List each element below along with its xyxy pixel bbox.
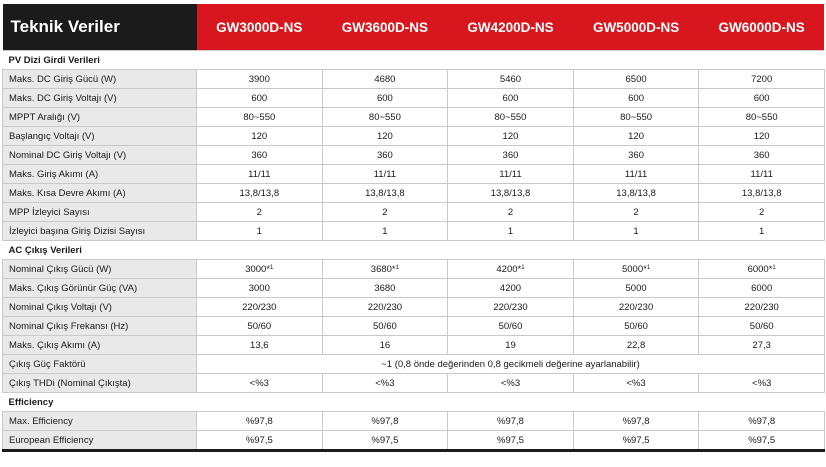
cell-value	[699, 89, 825, 108]
table-row	[3, 317, 825, 336]
row-label: Maks. Çıkış Görünür Güç (VA)	[3, 279, 197, 298]
cell-text: %97,5	[622, 434, 650, 446]
table-row	[3, 260, 825, 279]
cell-text: 50/60	[624, 320, 648, 332]
cell-text: 120	[753, 130, 770, 142]
cell-value	[322, 317, 448, 336]
cell-text: 120	[376, 130, 393, 142]
table-row	[3, 222, 825, 241]
row-label: Nominal Çıkış Gücü (W)	[3, 260, 197, 279]
cell-value	[699, 412, 825, 431]
cell-text: 11/11	[750, 168, 773, 180]
cell-value	[448, 127, 574, 146]
row-label: Maks. Kısa Devre Akımı (A)	[3, 184, 197, 203]
table-row	[3, 298, 825, 317]
footnote-marker: 1	[772, 264, 776, 271]
cell-text: 13,8/13,8	[490, 187, 531, 199]
cell-text: 11/11	[624, 168, 648, 180]
cell-text: 1	[507, 225, 514, 237]
cell-text: 600	[628, 92, 644, 104]
table-row	[3, 89, 825, 108]
model-header-gw5000: GW5000D-NS	[573, 4, 699, 51]
cell-text: 50/60	[498, 320, 523, 332]
cell-value	[699, 374, 825, 393]
cell-value	[699, 108, 825, 127]
cell-text: 3680*	[370, 263, 396, 275]
model-header-gw3600: GW3600D-NS	[322, 4, 448, 51]
cell-text: %97,5	[371, 434, 399, 446]
cell-value	[573, 431, 699, 451]
cell-value	[699, 222, 825, 241]
cell-text: <%3	[249, 377, 269, 389]
cell-text: 1	[256, 225, 262, 237]
cell-text: 2	[759, 206, 765, 218]
cell-value	[197, 374, 323, 393]
table-row	[3, 374, 825, 393]
cell-text: 1	[759, 225, 765, 237]
cell-text: %97,5	[497, 434, 524, 446]
table-row	[3, 127, 825, 146]
cell-text: 50/60	[373, 320, 397, 332]
cell-value	[699, 317, 825, 336]
cell-text: 5460	[499, 73, 522, 85]
cell-value	[699, 70, 825, 89]
cell-value	[197, 279, 323, 298]
cell-text: 16	[379, 339, 391, 351]
cell-value	[573, 89, 699, 108]
section-row	[3, 241, 825, 260]
cell-text: 5000*	[621, 263, 647, 275]
section-row	[3, 393, 825, 412]
cell-value	[197, 89, 323, 108]
header-row	[3, 4, 825, 51]
cell-text: <%3	[375, 377, 395, 389]
cell-text: 120	[502, 130, 519, 142]
cell-text: 6500	[625, 73, 647, 85]
cell-text: 3680	[374, 282, 396, 294]
cell-text: 360	[753, 149, 770, 161]
table-row	[3, 203, 825, 222]
cell-value	[322, 184, 448, 203]
cell-value	[448, 165, 574, 184]
row-label: Başlangıç Voltajı (V)	[3, 127, 197, 146]
cell-value	[322, 108, 448, 127]
row-label: Maks. Giriş Akımı (A)	[3, 165, 197, 184]
cell-text: 11/11	[373, 168, 397, 180]
table-row	[3, 279, 825, 298]
cell-text: 13,8/13,8	[239, 187, 280, 199]
row-label: Maks. DC Giriş Voltajı (V)	[3, 89, 197, 108]
cell-value	[322, 127, 448, 146]
cell-text: 360	[502, 149, 519, 161]
model-header-gw4200: GW4200D-NS	[448, 4, 574, 51]
table-row	[3, 184, 825, 203]
cell-value	[322, 336, 448, 355]
cell-text: 13,8/13,8	[741, 187, 782, 199]
cell-text: 80~550	[243, 111, 276, 123]
cell-value	[322, 146, 448, 165]
row-label: Çıkış THDi (Nominal Çıkışta)	[3, 374, 197, 393]
cell-text: 5000	[625, 282, 647, 294]
cell-text: 360	[628, 149, 644, 161]
cell-value	[197, 165, 323, 184]
cell-text: %97,5	[748, 434, 776, 446]
cell-text: 80~550	[745, 111, 778, 123]
table-title: Teknik Veriler	[3, 4, 197, 51]
cell-value	[448, 298, 574, 317]
cell-value	[448, 70, 574, 89]
cell-value	[448, 279, 574, 298]
row-label: İzleyici başına Giriş Dizisi Sayısı	[3, 222, 197, 241]
cell-value	[573, 298, 699, 317]
cell-value	[573, 279, 699, 298]
cell-text: 2	[382, 206, 388, 218]
cell-value	[699, 146, 825, 165]
cell-value	[197, 412, 323, 431]
cell-text: 13,8/13,8	[616, 187, 656, 199]
cell-value	[322, 412, 448, 431]
section-title: PV Dizi Girdi Verileri	[3, 51, 825, 70]
cell-value	[197, 222, 323, 241]
cell-text: 13,6	[250, 339, 269, 351]
cell-value	[448, 374, 574, 393]
cell-value	[322, 70, 448, 89]
row-label: Nominal DC Giriş Voltajı (V)	[3, 146, 197, 165]
cell-value	[197, 70, 323, 89]
cell-value	[448, 336, 574, 355]
cell-text: 50/60	[749, 320, 774, 332]
cell-text: 1	[633, 225, 639, 237]
cell-value	[197, 317, 323, 336]
cell-value	[322, 298, 448, 317]
table-row	[3, 355, 825, 374]
cell-text: 4200	[499, 282, 522, 294]
cell-text: 4200*	[496, 263, 522, 275]
table-row	[3, 336, 825, 355]
cell-value	[573, 70, 699, 89]
cell-value	[322, 222, 448, 241]
cell-value	[573, 203, 699, 222]
table-row	[3, 70, 825, 89]
footnote-marker: 1	[646, 264, 651, 271]
cell-text: <%3	[626, 377, 646, 389]
section-title: Efficiency	[3, 393, 825, 412]
cell-text: 2	[633, 206, 639, 218]
cell-text: 11/11	[499, 168, 522, 180]
cell-value	[448, 89, 574, 108]
cell-value	[322, 89, 448, 108]
cell-value	[573, 260, 699, 279]
cell-value	[197, 127, 323, 146]
cell-value	[573, 222, 699, 241]
cell-text: 7200	[751, 73, 773, 85]
cell-text: 80~550	[368, 111, 401, 123]
cell-text: 27,3	[752, 339, 771, 351]
table-row	[3, 431, 825, 451]
cell-value	[573, 165, 699, 184]
row-label: European Efficiency	[3, 431, 197, 451]
table-row	[3, 165, 825, 184]
row-label: Nominal Çıkış Voltajı (V)	[3, 298, 197, 317]
cell-value	[573, 412, 699, 431]
model-header-gw3000: GW3000D-NS	[197, 4, 323, 51]
cell-text: %97,8	[748, 415, 776, 427]
cell-value	[197, 260, 323, 279]
cell-value	[573, 108, 699, 127]
cell-value	[699, 165, 825, 184]
cell-value	[322, 260, 448, 279]
cell-text: 3000	[248, 282, 270, 294]
cell-value	[322, 203, 448, 222]
cell-value	[448, 260, 574, 279]
section-title: AC Çıkış Verileri	[3, 241, 825, 260]
cell-text: %97,5	[245, 434, 273, 446]
cell-text: 600	[376, 92, 393, 104]
row-label: MPP İzleyici Sayısı	[3, 203, 197, 222]
cell-text: 1	[382, 225, 388, 237]
table-row	[3, 146, 825, 165]
cell-text: 2	[507, 206, 514, 218]
cell-text: %97,8	[497, 415, 524, 427]
cell-value	[197, 184, 323, 203]
cell-text: 6000*	[747, 263, 773, 275]
row-label: Maks. DC Giriş Gücü (W)	[3, 70, 197, 89]
cell-value	[197, 431, 323, 451]
section-row	[3, 51, 825, 70]
cell-text: 13,8/13,8	[365, 187, 405, 199]
cell-text: <%3	[500, 377, 521, 389]
cell-text: 220/230	[744, 301, 779, 313]
cell-value	[448, 412, 574, 431]
cell-value	[573, 127, 699, 146]
cell-text: 22,8	[626, 339, 646, 351]
row-label: Nominal Çıkış Frekansı (Hz)	[3, 317, 197, 336]
cell-value	[699, 298, 825, 317]
cell-text: <%3	[752, 377, 772, 389]
cell-value	[322, 165, 448, 184]
cell-text: 80~550	[494, 111, 527, 123]
row-label: Max. Efficiency	[3, 412, 197, 431]
cell-value	[699, 127, 825, 146]
table-row	[3, 412, 825, 431]
cell-text: 3900	[248, 73, 270, 85]
cell-text: 3000*	[245, 263, 271, 275]
cell-value	[197, 298, 323, 317]
cell-value	[699, 184, 825, 203]
cell-text: 11/11	[248, 168, 271, 180]
cell-value	[448, 184, 574, 203]
row-label: MPPT Aralığı (V)	[3, 108, 197, 127]
cell-value	[197, 336, 323, 355]
cell-value	[448, 203, 574, 222]
cell-text: 220/230	[618, 301, 654, 313]
cell-text: 80~550	[620, 111, 653, 123]
footnote-marker: 1	[270, 264, 274, 271]
cell-value	[448, 431, 574, 451]
cell-text: 220/230	[242, 301, 277, 313]
cell-text: 19	[505, 339, 516, 351]
row-label: Maks. Çıkış Akımı (A)	[3, 336, 197, 355]
cell-value	[448, 108, 574, 127]
spec-table	[2, 4, 825, 452]
cell-value	[448, 317, 574, 336]
cell-value	[699, 203, 825, 222]
cell-value	[573, 146, 699, 165]
row-label: Çıkış Güç Faktörü	[3, 355, 197, 374]
cell-value	[197, 203, 323, 222]
cell-value	[573, 374, 699, 393]
cell-text: 120	[628, 130, 644, 142]
cell-value	[322, 279, 448, 298]
cell-text: 220/230	[493, 301, 528, 313]
cell-value	[448, 146, 574, 165]
cell-text: 4680	[374, 73, 396, 85]
cell-value	[322, 374, 448, 393]
footnote-marker: 1	[395, 264, 399, 271]
cell-text: %97,8	[622, 415, 650, 427]
cell-value	[699, 431, 825, 451]
cell-value	[573, 336, 699, 355]
cell-text: 600	[251, 92, 268, 104]
cell-value	[197, 108, 323, 127]
model-header-gw6000: GW6000D-NS	[699, 4, 825, 51]
cell-value	[197, 146, 323, 165]
cell-value	[699, 279, 825, 298]
cell-text: 220/230	[367, 301, 403, 313]
cell-value	[699, 260, 825, 279]
cell-value	[699, 336, 825, 355]
cell-text: %97,8	[371, 415, 399, 427]
row-value-span: ~1 (0,8 önde değerinden 0,8 gecikmeli değerine ayarlanabilir)	[197, 355, 825, 374]
table-row	[3, 108, 825, 127]
cell-text: 120	[251, 130, 268, 142]
cell-value	[448, 222, 574, 241]
cell-text: 50/60	[247, 320, 272, 332]
cell-value	[573, 317, 699, 336]
cell-text: 360	[251, 149, 268, 161]
footnote-marker: 1	[521, 264, 525, 271]
cell-text: 2	[256, 206, 262, 218]
cell-text: %97,8	[245, 415, 273, 427]
cell-text: 6000	[751, 282, 773, 294]
cell-text: 360	[376, 149, 393, 161]
cell-value	[573, 184, 699, 203]
cell-value	[322, 431, 448, 451]
cell-text: 600	[753, 92, 770, 104]
cell-text: 600	[502, 92, 519, 104]
